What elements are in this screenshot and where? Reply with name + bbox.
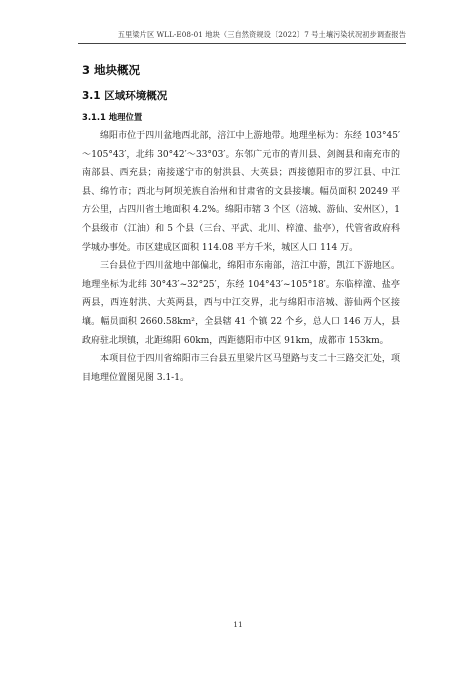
section-heading: 3 地块概况 <box>82 63 141 77</box>
paragraph-project-location: 本项目位于四川省绵阳市三台县五里梁片区马望路与支二十三路交汇处，项目地理位置图见图 3.1-1。 <box>82 354 400 383</box>
subsubsection-heading: 3.1.1 地理位置 <box>82 112 143 122</box>
paragraph-mianyang-location: 绵阳市位于四川盆地西北部，涪江中上游地带。地理坐标为：东经 103°45′～105°43′，北纬 30°42′～33°03′。东邻广元市的青川县、剑阁县和南充市的南部县、西充县；南接遂宁市的射洪县、大英县；西接德阳市的罗江县、中江县、绵竹市；西北与阿坝羌族自治州和甘肃省的文县接壤。幅员面积 20249 平方公里，占四川省土地面积 4.2%。绵阳市辖 3 个区（涪城、游仙、安州区），1 个县级市（江油）和 5 个县（三台、平武、北川、梓潼、盐亭），代管省政府科学城办事处。市区建成区面积 114.08 平方千米，城区人口 114 万。 <box>82 131 400 253</box>
running-header: 五里梁片区 WLL-E08-01 地块（三自然资规设〔2022〕7 号土壤污染状况初步调查报告 <box>78 30 406 44</box>
subsection-heading: 3.1 区域环境概况 <box>82 90 168 102</box>
page-number: 11 <box>233 620 243 629</box>
paragraph-santai-location: 三台县位于四川盆地中部偏北，绵阳市东南部，涪江中游，凯江下游地区。地理坐标为北纬 30°43′~32°25′，东经 104°43′~105°18′。东临梓潼、盐亭两县，西连射洪、大英两县，西与中江交界，北与绵阳市涪城、游仙两个区接壤。幅员面积 2660.58km²，全县辖 41 个镇 22 个乡，总人口 146 万人，县政府驻北坝镇，北距绵阳 60km，西距德阳市中区 91km，成都市 153km。 <box>82 261 400 346</box>
page-body <box>82 62 400 387</box>
